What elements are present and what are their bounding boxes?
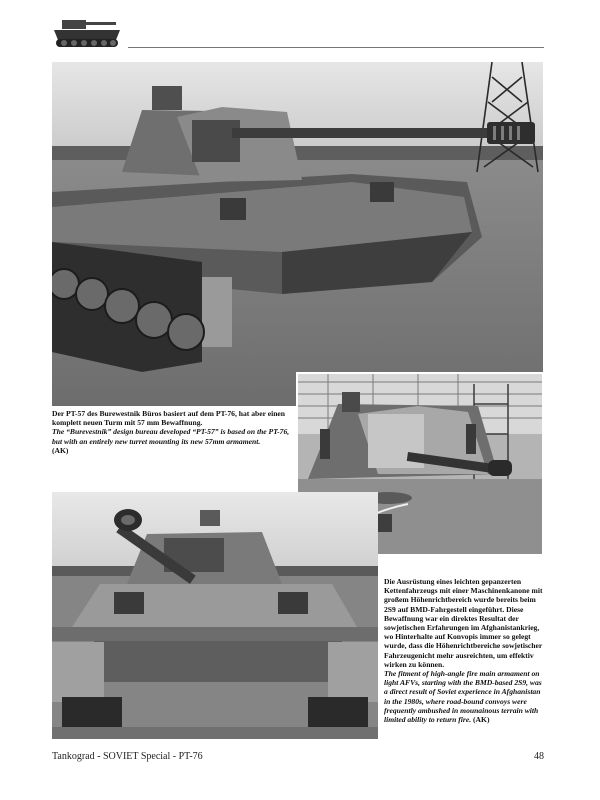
page-number: 48 bbox=[534, 751, 544, 762]
caption-bottom-german: Die Ausrüstung eines leichten gepanzerten Kettenfahrzeugs mit einer Maschinenkanone mit großem Höhenrichtbereich wurde bereits beim 2S9 auf BMD-Fahrgestell eingeführt. Diese Bewaffnung war ein direktes Resultat der sowjetischen Erfahrungen im Afghanistankrieg, wo Hinterhalte auf Konvopis immer so gelegt wurde, dass die Höhenrichtbereiche sowjetischer Fahrzeugenicht mehr ausreichten, um effektiv wirken zu können. bbox=[384, 577, 543, 669]
photo-pt57-side-view bbox=[52, 62, 543, 406]
caption-top-english: The “Burevestnik” design bureau developed “PT-57” is based on the PT-76, but with an entirely new turret mounting its new 57mm armament. bbox=[52, 427, 290, 446]
caption-bottom bbox=[384, 577, 544, 724]
footer-publication: Tankograd - SOVIET Special - PT-76 bbox=[52, 751, 203, 762]
header-rule bbox=[128, 47, 544, 48]
caption-bottom-english-text: The fitment of high-angle fire main armament on light AFVs, starting with the BMD-based 2S9, was a direct result of Soviet experience in Afghanistan in the 1980s, where road-bound convoys were frequently ambushed in mounainous terrain with limited ability to return fire. bbox=[384, 669, 542, 725]
tank-silhouette-icon bbox=[52, 12, 124, 50]
caption-bottom-credit: (AK) bbox=[473, 715, 490, 725]
caption-top bbox=[52, 409, 292, 455]
photo-pt57-rear-view bbox=[52, 492, 378, 739]
caption-bottom-english bbox=[384, 669, 544, 724]
caption-top-credit: (AK) bbox=[52, 445, 69, 455]
caption-top-german: Der PT-57 des Burewestnik Büros basiert auf dem PT-76, hat aber einen komplett neuen Turm mit 57 mm Bewaffnung. bbox=[52, 409, 286, 428]
